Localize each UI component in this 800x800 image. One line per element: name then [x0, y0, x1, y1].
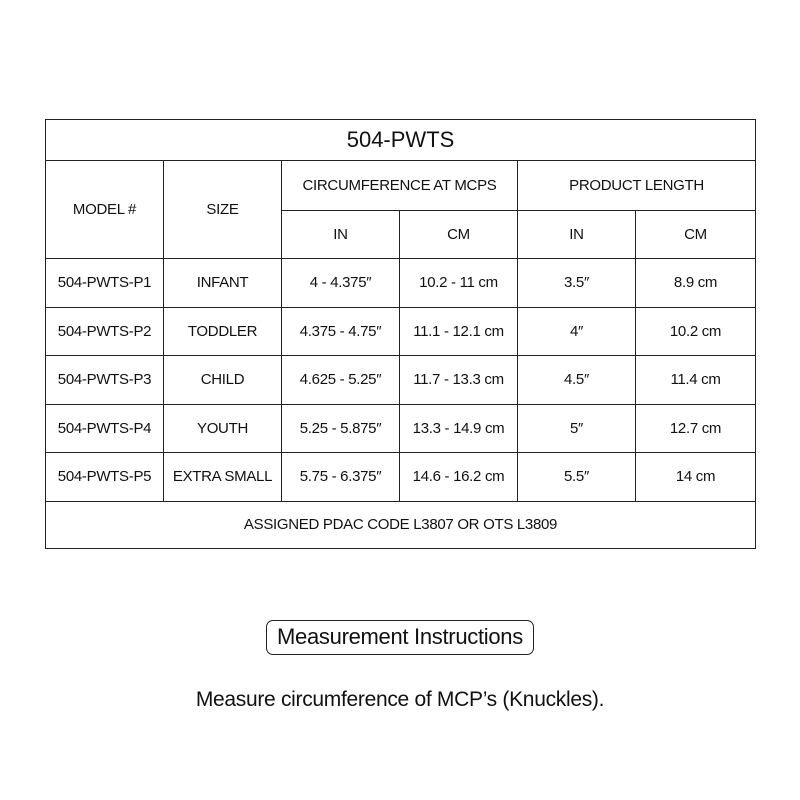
cell-circ-in: 5.75 - 6.375″ [282, 453, 400, 502]
cell-len-in: 4.5″ [518, 356, 636, 405]
cell-size: TODDLER [164, 307, 282, 356]
cell-size: YOUTH [164, 404, 282, 453]
title-row [46, 120, 756, 161]
table-title: 504-PWTS [46, 120, 756, 161]
cell-len-in: 5.5″ [518, 453, 636, 502]
sizing-chart [45, 119, 755, 549]
cell-len-cm: 14 cm [636, 453, 756, 502]
instructions-heading-wrap [0, 620, 800, 655]
cell-len-cm: 12.7 cm [636, 404, 756, 453]
table-footer: ASSIGNED PDAC CODE L3807 OR OTS L3809 [46, 501, 756, 548]
table-row [46, 404, 756, 453]
table-row [46, 307, 756, 356]
table-row [46, 453, 756, 502]
cell-circ-in: 4.375 - 4.75″ [282, 307, 400, 356]
cell-circ-in: 4 - 4.375″ [282, 259, 400, 308]
table-row [46, 259, 756, 308]
table-row [46, 356, 756, 405]
cell-model: 504-PWTS-P2 [46, 307, 164, 356]
cell-circ-cm: 13.3 - 14.9 cm [400, 404, 518, 453]
cell-len-in: 5″ [518, 404, 636, 453]
subheader-len-cm: CM [636, 211, 756, 259]
header-model: MODEL # [46, 161, 164, 259]
footer-row [46, 501, 756, 548]
instructions-heading: Measurement Instructions [266, 620, 534, 655]
cell-size: INFANT [164, 259, 282, 308]
size-table [45, 119, 756, 549]
cell-circ-in: 4.625 - 5.25″ [282, 356, 400, 405]
cell-len-in: 4″ [518, 307, 636, 356]
cell-circ-cm: 14.6 - 16.2 cm [400, 453, 518, 502]
header-row [46, 161, 756, 211]
cell-model: 504-PWTS-P5 [46, 453, 164, 502]
instructions-text: Measure circumference of MCP’s (Knuckles). [195, 688, 605, 711]
cell-len-cm: 10.2 cm [636, 307, 756, 356]
cell-len-cm: 8.9 cm [636, 259, 756, 308]
subheader-len-in: IN [518, 211, 636, 259]
subheader-circ-in: IN [282, 211, 400, 259]
cell-len-in: 3.5″ [518, 259, 636, 308]
cell-circ-in: 5.25 - 5.875″ [282, 404, 400, 453]
cell-circ-cm: 10.2 - 11 cm [400, 259, 518, 308]
header-size: SIZE [164, 161, 282, 259]
subheader-circ-cm: CM [400, 211, 518, 259]
cell-circ-cm: 11.1 - 12.1 cm [400, 307, 518, 356]
header-circumference: CIRCUMFERENCE AT MCPS [282, 161, 518, 211]
cell-size: EXTRA SMALL [164, 453, 282, 502]
cell-len-cm: 11.4 cm [636, 356, 756, 405]
cell-size: CHILD [164, 356, 282, 405]
cell-circ-cm: 11.7 - 13.3 cm [400, 356, 518, 405]
cell-model: 504-PWTS-P3 [46, 356, 164, 405]
cell-model: 504-PWTS-P4 [46, 404, 164, 453]
header-product-length: PRODUCT LENGTH [518, 161, 756, 211]
cell-model: 504-PWTS-P1 [46, 259, 164, 308]
